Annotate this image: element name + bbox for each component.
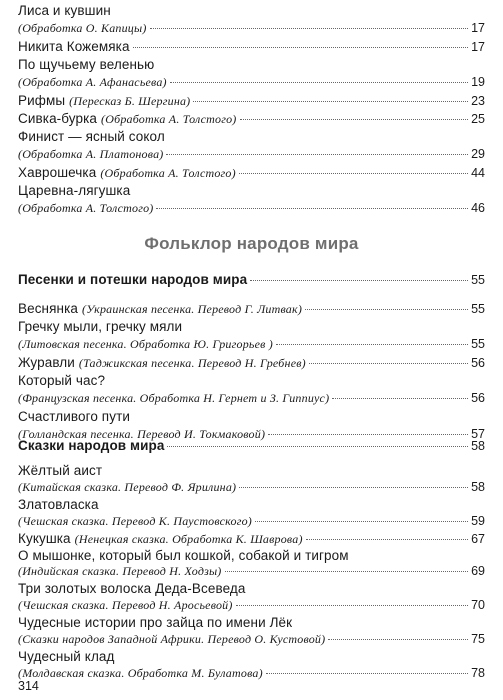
toc-entry xyxy=(18,564,485,579)
toc-entry xyxy=(18,129,485,144)
toc-entry xyxy=(18,514,485,529)
toc-entry xyxy=(18,480,485,495)
entry-page: 25 xyxy=(471,112,485,126)
entry-title: Рифмы xyxy=(18,93,66,108)
toc-entry xyxy=(18,497,485,512)
entry-note: (Обработка А. Афанасьева) xyxy=(18,75,167,89)
entry-note: (Чешская сказка. Перевод К. Паустовского) xyxy=(18,513,252,528)
entry-title: О мышонке, который был кошкой, собакой и тигром xyxy=(18,547,349,563)
entry-note: (Пересказ Б. Шергина) xyxy=(69,94,191,108)
entry-page: 17 xyxy=(471,21,485,35)
toc-entry xyxy=(18,355,485,371)
entry-note: (Китайская сказка. Перевод Ф. Ярилина) xyxy=(18,479,237,494)
entry-note: (Таджикская песенка. Перевод Н. Гребнев) xyxy=(78,356,306,370)
entry-note: (Французская песенка. Обработка Н. Гернет и З. Гиппиус) xyxy=(18,391,330,405)
page-number: 314 xyxy=(18,679,39,693)
entry-note: (Литовская песенка. Обработка Ю. Григорьев ) xyxy=(18,337,273,351)
leader-dots xyxy=(328,639,468,640)
leader-dots xyxy=(309,363,468,364)
toc-entry xyxy=(18,581,485,596)
toc-entry xyxy=(18,3,485,18)
toc-entry xyxy=(18,409,485,424)
subsection-page: 58 xyxy=(471,439,485,453)
toc-entry xyxy=(18,301,485,317)
subsection-title: Песенки и потешки народов мира xyxy=(18,272,248,287)
entry-title: Жёлтый аист xyxy=(18,463,103,478)
leader-dots xyxy=(332,398,468,399)
leader-dots xyxy=(133,47,468,48)
toc-entry xyxy=(18,201,485,216)
toc-entry xyxy=(18,632,485,647)
toc-entry xyxy=(18,615,485,630)
leader-dots xyxy=(239,173,468,174)
entry-title: По щучьему веленью xyxy=(18,57,155,72)
leader-dots xyxy=(306,539,468,540)
entry-title: Веснянка xyxy=(18,301,78,316)
toc-entry xyxy=(18,21,485,36)
leader-dots xyxy=(170,82,468,83)
entry-title: Сивка-бурка xyxy=(18,111,98,126)
toc-entry xyxy=(18,39,485,54)
entry-page: 17 xyxy=(471,40,485,54)
entry-page: 46 xyxy=(471,201,485,215)
subsection-page: 55 xyxy=(471,273,485,287)
entry-title: Златовласка xyxy=(18,496,99,512)
toc-entry xyxy=(18,147,485,162)
entry-title: Гречку мыли, гречку мяли xyxy=(18,319,183,334)
section-title: Фольклор народов мира xyxy=(144,234,359,253)
entry-page: 19 xyxy=(471,75,485,89)
entry-page: 58 xyxy=(471,479,485,494)
toc-entry xyxy=(18,373,485,388)
entry-title: Никита Кожемяка xyxy=(18,39,130,54)
entry-page: 70 xyxy=(471,598,485,613)
entry-title: Который час? xyxy=(18,373,106,388)
entry-page: 29 xyxy=(471,147,485,161)
entry-title: Кукушка xyxy=(18,530,71,546)
entry-page: 59 xyxy=(471,513,485,528)
toc-entry xyxy=(18,319,485,334)
leader-dots xyxy=(250,280,468,281)
leader-dots xyxy=(255,521,468,522)
entry-page: 23 xyxy=(471,94,485,108)
toc-entry xyxy=(18,57,485,72)
entry-title: Царевна-лягушка xyxy=(18,183,131,198)
entry-note: (Ненецкая сказка. Обработка К. Шаврова) xyxy=(74,531,303,546)
leader-dots xyxy=(166,154,468,155)
entry-page: 55 xyxy=(471,337,485,351)
entry-title: Чудесные истории про зайца по имени Лёк xyxy=(18,615,293,631)
leader-dots xyxy=(193,101,468,102)
toc-entry xyxy=(18,75,485,90)
entry-page: 56 xyxy=(471,391,485,405)
entry-page: 69 xyxy=(471,564,485,579)
toc-entry xyxy=(18,598,485,613)
entry-note: (Обработка А. Платонова) xyxy=(18,147,164,161)
entry-page: 44 xyxy=(471,166,485,180)
entry-note: (Обработка О. Капицы) xyxy=(18,21,147,35)
leader-dots xyxy=(240,119,468,120)
toc-entry xyxy=(18,165,485,181)
entry-title: Финист — ясный сокол xyxy=(18,129,165,144)
leader-dots xyxy=(150,28,468,29)
leader-dots xyxy=(268,434,468,435)
entry-note: (Индийская сказка. Перевод Н. Ходзы) xyxy=(18,564,222,579)
toc-entry xyxy=(18,111,485,127)
entry-note: (Обработка А. Толстого) xyxy=(18,201,154,215)
entry-title: Счастливого пути xyxy=(18,409,130,424)
entry-note: (Чешская сказка. Перевод Н. Аросьевой) xyxy=(18,598,233,613)
entry-note: (Сказки народов Западной Африки. Перевод О. Кустовой) xyxy=(18,632,326,646)
leader-dots xyxy=(266,673,468,674)
entry-page: 57 xyxy=(471,427,485,441)
entry-note: (Украинская песенка. Перевод Г. Литвак) xyxy=(82,302,303,316)
subsection-heading xyxy=(18,272,485,287)
entry-page: 55 xyxy=(471,302,485,316)
toc-entry xyxy=(18,337,485,352)
entry-title: Три золотых волоска Деда-Всеведа xyxy=(18,581,246,597)
entry-page: 56 xyxy=(471,356,485,370)
toc-entry xyxy=(18,391,485,406)
entry-title: Лиса и кувшин xyxy=(18,3,111,18)
entry-note: (Молдавская сказка. Обработка М. Булатова) xyxy=(18,665,263,680)
leader-dots xyxy=(305,309,468,310)
toc-entry xyxy=(18,531,485,547)
leader-dots xyxy=(236,605,468,606)
leader-dots xyxy=(225,571,469,572)
entry-title: Хаврошечка xyxy=(18,165,97,180)
leader-dots xyxy=(167,446,468,447)
toc-entry xyxy=(18,649,485,664)
toc-entry xyxy=(18,548,485,563)
subsection-title: Сказки народов мира xyxy=(18,438,165,453)
subsection-heading xyxy=(18,438,485,453)
toc-entry xyxy=(18,463,485,478)
leader-dots xyxy=(276,344,468,345)
entry-title: Чудесный клад xyxy=(18,648,115,664)
entry-title: Журавли xyxy=(18,355,75,370)
toc-entry xyxy=(18,183,485,198)
entry-note: (Голландская песенка. Перевод И. Токмаковой) xyxy=(18,427,266,441)
entry-page: 75 xyxy=(471,632,485,646)
entry-page: 67 xyxy=(471,531,485,546)
entry-note: (Обработка А. Толстого) xyxy=(101,112,237,126)
entry-note: (Обработка А. Толстого) xyxy=(100,166,236,180)
entry-page: 78 xyxy=(471,665,485,680)
leader-dots xyxy=(156,208,468,209)
leader-dots xyxy=(239,487,468,488)
toc-entry xyxy=(18,666,485,681)
toc-entry xyxy=(18,93,485,109)
